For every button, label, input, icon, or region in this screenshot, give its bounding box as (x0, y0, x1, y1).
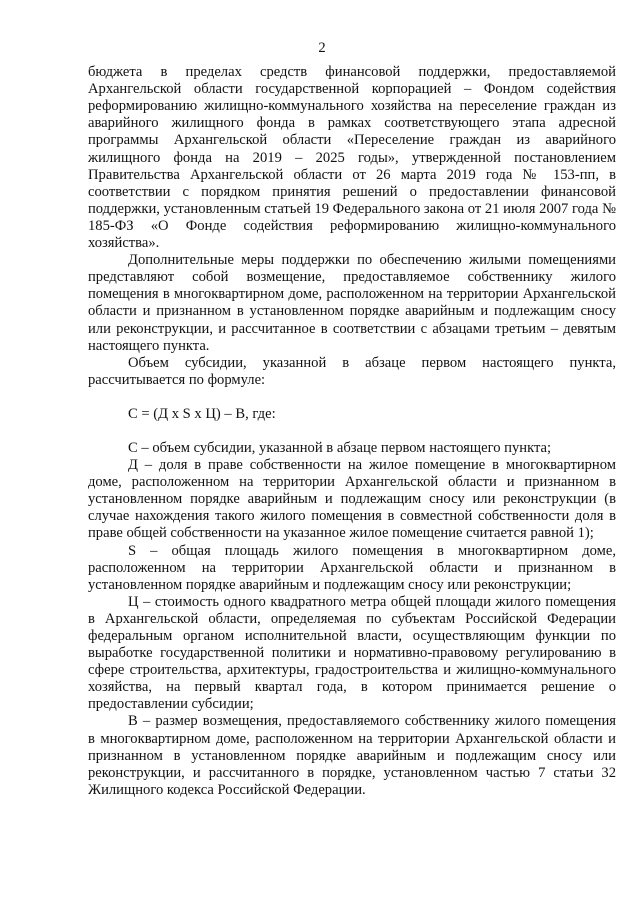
paragraph-additional-measures: Дополнительные меры поддержки по обеспечению жилыми помещениями представляют собой возмещение, предоставляемое собственнику жилого помещения в многоквартирном доме, расположенном на территории Архангельской области и признанном в установленном порядке аварийным и подлежащим сносу или реконструкции, и рассчитанное в соответствии с абзацами третьим – девятым настоящего пункта. (88, 252, 616, 354)
definition-v: В – размер возмещения, предоставляемого собственнику жилого помещения в многоквартирном доме, расположенном на территории Архангельской области и признанном в установленном порядке аварийным и подлежащим сносу или реконструкции, и рассчитанного в порядке, установленном частью 7 статьи 32 Жилищного кодекса Российской Федерации. (88, 713, 616, 798)
definition-c: С – объем субсидии, указанной в абзаце первом настоящего пункта; (128, 439, 552, 456)
definition-s: S – общая площадь жилого помещения в многоквартирном доме, расположенном на территории Архангельской области и признанном в установленном порядке аварийным и подлежащим сносу или реконструкции; (88, 542, 616, 593)
page-number: 2 (318, 40, 326, 56)
definition-ts: Ц – стоимость одного квадратного метра общей площади жилого помещения в Архангельской области, определяемая по субъектам Российской Федерации федеральным органом исполнительной власти, осуществляющим функции по выработке государственной политики и нормативно-правовому регулированию в сфере строительства, архитектуры, градостроительства и жилищно-коммунального хозяйства, на первый квартал года, в котором принимается решение о предоставлении субсидии; (88, 593, 616, 713)
paragraph-continuation: бюджета в пределах средств финансовой поддержки, предоставляемой Архангельской области государственной корпорацией – Фондом содействия реформированию жилищно-коммунального хозяйства на переселение граждан из аварийного жилищного фонда в рамках соответствующего этапа адресной программы Архангельской области «Переселение граждан из аварийного жилищного фонда на 2019 – 2025 годы», утвержденной постановлением Правительства Архангельской области от 26 марта 2019 года № 153-пп, в соответствии с порядком принятия решений о предоставлении финансовой поддержки, установленным статьей 19 Федерального закона от 21 июля 2007 года № 185-ФЗ «О Фонде содействия реформированию жилищно-коммунального хозяйства». (88, 64, 616, 252)
formula: С = (Д x S x Ц) – В, где: (128, 405, 276, 422)
definition-d: Д – доля в праве собственности на жилое помещение в многоквартирном доме, расположенном на территории Архангельской области и признанном в установленном порядке аварийным и подлежащим сносу или реконструкции (в случае нахождения такого жилого помещения в совместной собственности доля в праве общей собственности на указанное жилое помещение считается равной 1); (88, 457, 616, 542)
paragraph-subsidy-volume: Объем субсидии, указанной в абзаце первом настоящего пункта, рассчитывается по формуле: (88, 354, 616, 388)
